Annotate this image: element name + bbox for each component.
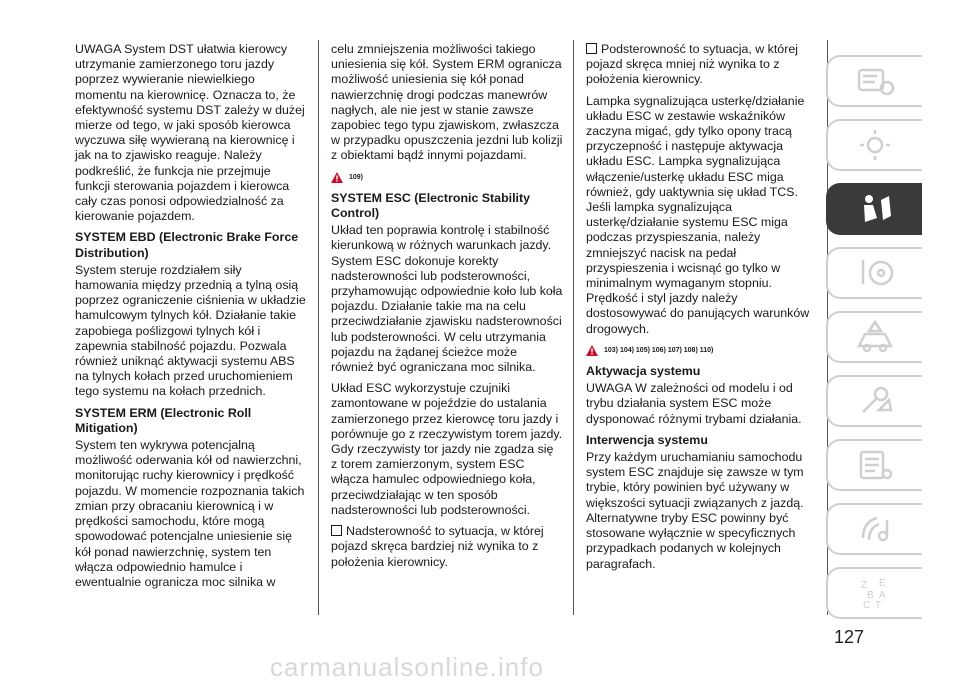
car-info-icon xyxy=(855,64,895,98)
spec-sheet-icon xyxy=(855,448,895,482)
warning-triangle-icon xyxy=(331,172,343,183)
tab-seat-airbag[interactable] xyxy=(826,183,922,235)
multimedia-icon xyxy=(855,512,895,546)
text-column-3 xyxy=(586,42,818,578)
tab-lights[interactable] xyxy=(826,119,922,171)
heading-erm: SYSTEM ERM (Electronic Roll Mitigation) xyxy=(75,405,252,435)
paragraph-esc-lamp: Lampka sygnalizująca usterkę/działanie układu ESC w zestawie wskaźników zaczyna migać, gdy tylko opony tracą przyczepność i następuje aktywacja układu ESC. Lampka sygnalizująca włączenie/usterkę układu ESC miga również, gdy uaktywnia się układ TCS. Jeśli lampka sygnalizująca usterkę/działanie systemu ESC miga podczas przyspieszania, należy zmniejszyć nacisk na pedał przyspieszenia i wcisnąć go tylko w minimalnym wymaganym stopniu. Prędkość i styl jazdy należy dostosowywać do panujących warunków drogowych. xyxy=(586,93,810,336)
tab-multimedia[interactable] xyxy=(826,503,922,555)
svg-text:C: C xyxy=(863,600,871,610)
column-divider xyxy=(573,40,574,615)
tab-car-info[interactable] xyxy=(826,55,922,107)
warning-car-icon xyxy=(855,320,895,354)
paragraph-ebd: System steruje rozdziałem siły hamowania między przednią a tylną osią poprzez ograniczenie ciśnienia w układzie hamulcowym tylnych kół. Działanie takie zapobiega poślizgowi tylnych kół i zapewnia stabilność pojazdu. Pozwala również uniknąć aktywacji systemu ABS na tylnych kołach przed uruchomieniem tego systemu na kołach przednich. xyxy=(75,262,306,399)
svg-text:Z: Z xyxy=(861,580,868,591)
paragraph-activation: UWAGA W zależności od modelu i od trybu działania system ESC może dysponować różnymi trybami działania. xyxy=(586,381,802,426)
warning-ref-numbers: 103) 104) 105) 106) 107) 108) 110) xyxy=(604,346,714,354)
paragraph-intervention: Przy każdym uruchamianiu samochodu system ESC znajduje się zawsze w tym trybie, który powinien być używany w większości sytuacji związanych z jazdą. Alternatywne tryby ESC powinny być stosowane wyłącznie w specyficznych przypadkach podanych w kolejnych paragrafach. xyxy=(586,450,804,571)
text-column-2 xyxy=(331,42,563,576)
warning-ref-numbers: 109) xyxy=(349,173,364,181)
paragraph-esc-intro: Układ ten poprawia kontrolę i stabilność kierunkową w różnych warunkach jazdy. System ESC dokonuje korekty nadsterowności lub podsterowności, przyhamowując odpowiednie koło lub koła pojazdu. Działanie takie ma na celu przeciwdziałanie zjawisku nadsterowności lub podsterowności. W celu utrzymania pojazdu na żądanej ścieżce może również być ograniczana moc silnika. xyxy=(331,223,563,375)
paragraph-oversteer xyxy=(331,524,563,570)
tab-key-steering[interactable] xyxy=(826,247,922,299)
svg-text:T: T xyxy=(875,600,882,610)
paragraph-understeer xyxy=(586,42,818,88)
understeer-text: Podsterowność to sytuacja, w której pojazd skręca mniej niż wynika to z położenia kierownicy. xyxy=(586,42,798,87)
watermark: carmanualsonline.info xyxy=(270,652,544,682)
tab-specs[interactable] xyxy=(826,439,922,491)
heading-esc: SYSTEM ESC (Electronic Stability Control) xyxy=(331,190,530,221)
checkbox-bullet-icon xyxy=(586,43,597,54)
tab-warning-car[interactable] xyxy=(826,311,922,363)
key-steering-icon xyxy=(855,256,895,290)
warning-reference xyxy=(586,343,818,358)
tab-tools[interactable] xyxy=(826,375,922,427)
oversteer-text: Nadsterowność to sytuacja, w której pojazd skręca bardziej niż wynika to z położenia kierownicy. xyxy=(331,524,544,569)
paragraph-erm: System ten wykrywa potencjalną możliwość oderwania kół od nawierzchni, monitorując ruchy kierownicy i prędkość pojazdu. W momencie rozpoznania takich zmian przy obracaniu kierownicą i w prędkości samochodu, które mogą spowodować potencjalne uniesienie się kół ponad nawierzchnię, system ten włącza odpowiednio hamulce i ewentualnie ogranicza moc silnika w xyxy=(75,438,305,589)
text-column-1 xyxy=(75,42,307,596)
heading-activation: Aktywacja systemu xyxy=(586,364,701,379)
chapter-tabs xyxy=(826,55,960,631)
lights-icon xyxy=(855,128,895,162)
paragraph-esc-sensors: Układ ESC wykorzystuje czujniki zamontowane w pojeździe do ustalania zamierzonego przez kierowcę toru jazdy i porównuje go z rzeczywistym torem jazdy. Gdy rzeczywisty tor jazdy nie zgadza się z torem zamierzonym, system ESC włącza hamulec odpowiedniego koła, przeciwdziałając w ten sposób nadsterowności lub podsterowności. xyxy=(331,381,563,517)
svg-text:A: A xyxy=(879,590,886,601)
warning-triangle-icon xyxy=(586,345,598,356)
column-divider xyxy=(318,40,319,615)
heading-ebd: SYSTEM EBD (Electronic Brake Force Distribution) xyxy=(75,230,299,260)
svg-text:E: E xyxy=(879,578,886,589)
paragraph-dst-note: UWAGA System DST ułatwia kierowcy utrzymanie zamierzonego toru jazdy poprzez wywieranie niewielkiego momentu na kierownicę. Oznacza to, że efektywność systemu DST zależy w dużej mierze od tego, w jaki sposób kierowca wyczuwa siłę wywieraną na kierownicę i jak na to zjawisko reaguje. Należy podkreślić, że funkcja nie przejmuje funkcji sterowania pojazdem i kierowca cały czas ponosi odpowiedzialność za kierowanie pojazdem. xyxy=(75,42,305,224)
page-number: 127 xyxy=(834,627,865,647)
warning-reference xyxy=(331,170,563,185)
checkbox-bullet-icon xyxy=(331,525,342,536)
heading-intervention: Interwencja systemu xyxy=(586,432,708,447)
paragraph-erm-continued: celu zmniejszenia możliwości takiego uniesienia się kół. System ERM ogranicza możliwość uniesienia się kół ponad nawierzchnię drogi podczas manewrów nagłych, ale nie jest w stanie zawsze zapobiec tego typu zjawiskom, zwłaszcza w przypadku opuszczenia jezdni lub kolizji z obiektami bądź innymi pojazdami. xyxy=(331,42,563,163)
tools-wrench-icon xyxy=(855,384,895,418)
seat-airbag-icon xyxy=(855,192,895,226)
tab-index[interactable] xyxy=(826,567,922,619)
index-letters-icon xyxy=(855,576,895,610)
svg-text:B: B xyxy=(867,590,874,601)
